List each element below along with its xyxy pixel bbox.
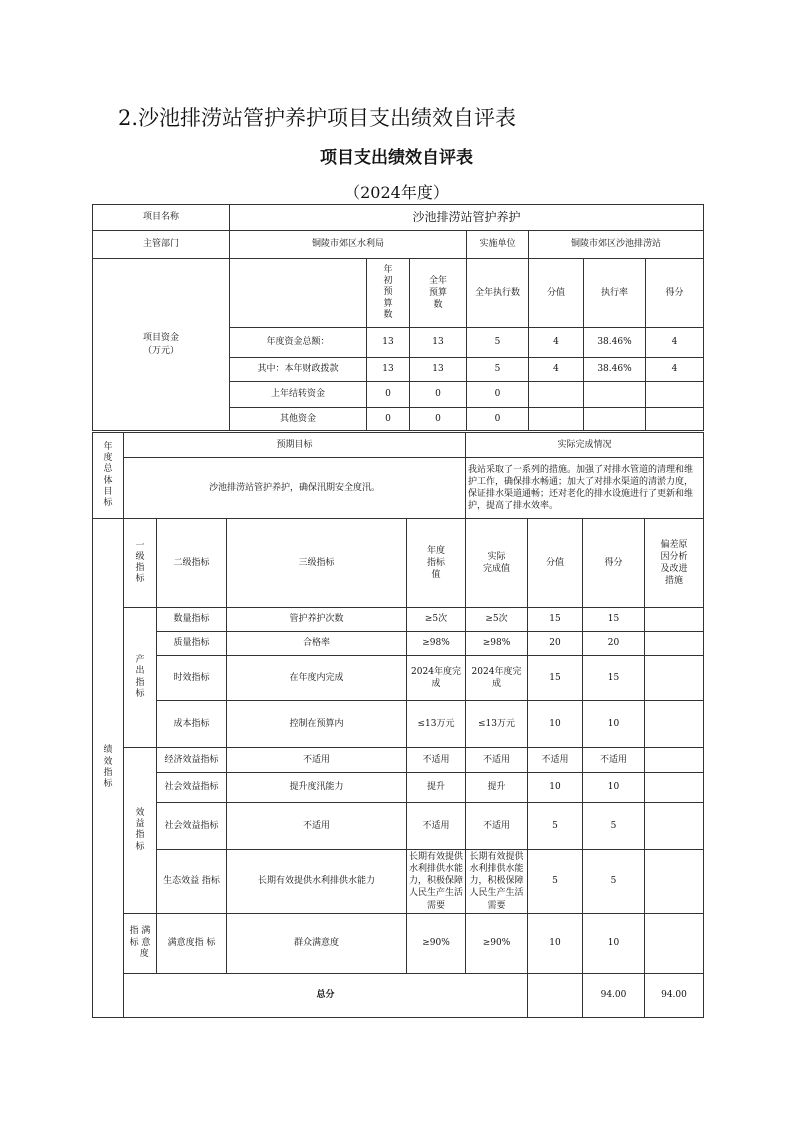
remark-cell [645,913,704,973]
level2-cell: 经济效益指标 [157,748,227,773]
funds-row-name: 其中：本年财政拨款 [230,358,367,382]
level3-cell: 长期有效提供水利排供水能力 [227,850,407,914]
score-value-cell: 15 [528,656,583,701]
funds-row-initial: 13 [367,328,410,358]
indicator-row [93,913,704,973]
expected-goal-text: 沙池排涝站管护养护，确保汛期安全度汛。 [124,458,466,519]
header-remark: 偏差原 因分析 及改进 措施 [645,519,704,608]
remark-cell [645,748,704,773]
funds-label: 项目资金 （万元） [93,259,230,431]
level2-cell: 时效指标 [157,656,227,701]
score-value-cell: 10 [528,701,583,748]
remark-cell [645,803,704,850]
indicator-row [93,632,704,656]
expected-goal-label: 预期目标 [124,433,466,458]
actual-cell: ≥98% [466,632,528,656]
indicator-row [93,656,704,701]
funds-header-rate: 执行率 [584,259,646,328]
actual-completion-label: 实际完成情况 [466,433,704,458]
goals-label: 年 度 总 体 目 标 [93,433,124,519]
header-score: 得分 [583,519,645,608]
indicator-row [93,803,704,850]
funds-row-score: 4 [646,358,704,382]
level3-cell: 群众满意度 [227,913,407,973]
header-target: 年度 指标 值 [407,519,466,608]
unit-value: 铜陵市郊区沙池排涝站 [529,231,704,259]
actual-cell: 不适用 [466,748,528,773]
header-level3: 三级指标 [227,519,407,608]
group-output-label: 产 出 指 标 [124,608,157,748]
funds-row-executed: 5 [467,328,529,358]
level3-cell: 管护养护次数 [227,608,407,632]
funds-header-score-value: 分值 [529,259,584,328]
level2-cell: 社会效益指标 [157,773,227,803]
target-cell: 长期有效提供水利排供水能力，积极保障人民生产生活需要 [407,850,466,914]
funds-row-score: 4 [646,328,704,358]
funds-row-name: 其他资金 [230,408,367,431]
header-score-value: 分值 [528,519,583,608]
level2-cell: 成本指标 [157,701,227,748]
indicator-row [93,850,704,914]
header-level2: 二级指标 [157,519,227,608]
project-name-label: 项目名称 [93,205,230,231]
total-score-value: 94.00 [583,973,645,1017]
project-info-table [92,204,704,431]
form-title: 项目支出绩效自评表 [320,148,473,168]
annual-goals-table [92,432,704,519]
funds-row-initial: 13 [367,358,410,382]
level3-cell: 不适用 [227,803,407,850]
funds-header-initial: 年 初 预 算 数 [367,259,410,328]
target-cell: ≤13万元 [407,701,466,748]
level2-cell: 生态效益 指标 [157,850,227,914]
target-cell: ≥90% [407,913,466,973]
funds-row-score [646,382,704,408]
score-cell: 15 [583,656,645,701]
score-cell: 5 [583,803,645,850]
level2-cell: 数量指标 [157,608,227,632]
funds-row-initial: 0 [367,408,410,431]
funds-header-executed: 全年执行数 [467,259,529,328]
indicator-row [93,701,704,748]
score-value-cell: 15 [528,608,583,632]
funds-row-rate: 38.46% [584,328,646,358]
score-cell: 15 [583,608,645,632]
score-value-cell: 5 [528,850,583,914]
total-label: 总分 [124,973,528,1017]
actual-cell: ≥90% [466,913,528,973]
funds-header-score: 得分 [646,259,704,328]
score-cell: 5 [583,850,645,914]
dept-label: 主管部门 [93,231,230,259]
document-heading: 2.沙池排涝站管护养护项目支出绩效自评表 [118,106,517,130]
funds-row-name: 上年结转资金 [230,382,367,408]
level3-cell: 合格率 [227,632,407,656]
remark-cell [645,608,704,632]
funds-row-score [646,408,704,431]
level3-cell: 提升度汛能力 [227,773,407,803]
funds-row-name: 年度资金总额： [230,328,367,358]
funds-header-budget: 全年 预算 数 [410,259,467,328]
group-benefit-label: 效 益 指 标 [124,748,157,914]
group-satisfaction-label: 指 满 标 意 度 [124,913,157,973]
level2-cell: 满意度指 标 [157,913,227,973]
actual-cell: ≥5次 [466,608,528,632]
target-cell: 不适用 [407,748,466,773]
form-year: （2024年度） [344,183,449,202]
funds-row-score-value: 4 [529,328,584,358]
remark-cell [645,656,704,701]
remark-cell [645,850,704,914]
score-cell: 不适用 [583,748,645,773]
score-cell: 10 [583,773,645,803]
funds-row-budget: 13 [410,328,467,358]
target-cell: ≥98% [407,632,466,656]
dept-value: 铜陵市郊区水利局 [230,231,467,259]
score-value-cell: 10 [528,913,583,973]
score-value-cell: 不适用 [528,748,583,773]
target-cell: 2024年度完成 [407,656,466,701]
actual-cell: ≤13万元 [466,701,528,748]
actual-cell: 不适用 [466,803,528,850]
target-cell: 不适用 [407,803,466,850]
level3-cell: 控制在预算内 [227,701,407,748]
level2-cell: 质量指标 [157,632,227,656]
actual-completion-text: 我站采取了一系列的措施。加强了对排水管道的清理和维护工作，确保排水畅通；加大了对排水渠道的清淤力度，保证排水渠道通畅；还对老化的排水设施进行了更新和维护，提高了排水效率。 [466,458,704,519]
funds-row-executed: 0 [467,408,529,431]
score-cell: 10 [583,913,645,973]
project-name-value: 沙池排涝站管护养护 [230,205,704,231]
funds-row-executed: 5 [467,358,529,382]
total-row [93,973,704,1017]
level3-cell: 不适用 [227,748,407,773]
indicator-row [93,608,704,632]
level2-cell: 社会效益指标 [157,803,227,850]
actual-cell: 长期有效提供水利排供水能力，积极保障人民生产生活需要 [466,850,528,914]
score-cell: 20 [583,632,645,656]
indicator-row [93,748,704,773]
score-value-cell: 5 [528,803,583,850]
funds-row-rate: 38.46% [584,358,646,382]
indicator-row [93,773,704,803]
funds-row-score-value [529,408,584,431]
remark-cell [645,773,704,803]
funds-row-budget: 13 [410,358,467,382]
level3-cell: 在年度内完成 [227,656,407,701]
remark-cell [645,701,704,748]
funds-row-rate [584,382,646,408]
score-value-cell: 20 [528,632,583,656]
total-score: 94.00 [645,973,704,1017]
funds-row-initial: 0 [367,382,410,408]
target-cell: 提升 [407,773,466,803]
performance-indicators-table [92,518,704,1018]
funds-row-executed: 0 [467,382,529,408]
unit-label: 实施单位 [467,231,529,259]
funds-row-score-value: 4 [529,358,584,382]
remark-cell [645,632,704,656]
actual-cell: 提升 [466,773,528,803]
header-level1: 一 级 指 标 [124,519,157,608]
indicators-label: 绩 效 指 标 [93,519,124,1018]
target-cell: ≥5次 [407,608,466,632]
header-actual: 实际 完成值 [466,519,528,608]
funds-row-budget: 0 [410,408,467,431]
score-cell: 10 [583,701,645,748]
funds-row-budget: 0 [410,382,467,408]
funds-row-score-value [529,382,584,408]
actual-cell: 2024年度完成 [466,656,528,701]
score-value-cell: 10 [528,773,583,803]
funds-row-rate [584,408,646,431]
